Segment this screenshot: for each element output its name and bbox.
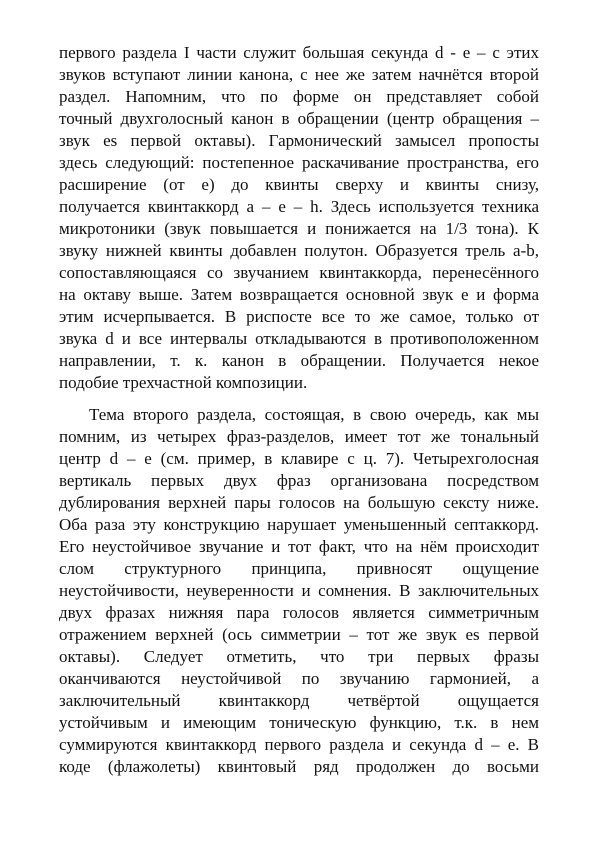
text-line: Тема второго раздела, состоящая, в свою очередь, как мы xyxy=(89,405,539,424)
text-line: звуков вступают линии канона, с нее же затем начнётся второй xyxy=(59,65,539,84)
text-line: первого раздела I части служит большая секунда d - e – с этих xyxy=(59,43,539,62)
text-line: оканчиваются неустойчивой по звучанию гармонией, а xyxy=(59,669,539,688)
text-line: помним, из четырех фраз-разделов, имеет тот же тональный xyxy=(59,427,539,446)
text-line: Его неустойчивое звучание и тот факт, что на нём происходит xyxy=(59,537,539,556)
text-line: здесь следующий: постепенное раскачивание пространства, его xyxy=(59,153,539,172)
text-line: звуку нижней квинты добавлен полутон. Образуется трель a-b, xyxy=(59,241,539,260)
text-line: суммируются квинтаккорд первого раздела и секунда d – e. В xyxy=(59,735,539,754)
text-line: вертикаль первых двух фраз организована посредством xyxy=(59,471,539,490)
text-line: неустойчивости, неуверенности и сомнения. В заключительных xyxy=(59,581,539,600)
document-body xyxy=(59,42,539,778)
text-line: устойчивым и имеющим тоническую функцию, т.к. в нем xyxy=(59,713,539,732)
paragraph-2 xyxy=(59,404,539,778)
text-line: направлении, т. к. канон в обращении. Получается некое xyxy=(59,351,539,370)
text-line: коде (флажолеты) квинтовый ряд продолжен до восьми xyxy=(59,757,539,776)
text-line: отражением верхней (ось симметрии – тот же звук es первой xyxy=(59,625,539,644)
text-line: слом структурного принципа, привносят ощущение xyxy=(59,559,539,578)
text-line: Оба раза эту конструкцию нарушает уменьшенный септаккорд. xyxy=(59,515,539,534)
text-line: звук es первой октавы). Гармонический замысел пропосты xyxy=(59,131,539,150)
text-line: микротоники (звук повышается и понижается на 1/3 тона). К xyxy=(59,219,539,238)
text-line: центр d – e (см. пример, в клавире с ц. 7). Четырехголосная xyxy=(59,449,539,468)
text-line: подобие трехчастной композиции. xyxy=(59,373,308,392)
text-line: дублирования верхней пары голосов на большую сексту ниже. xyxy=(59,493,539,512)
text-line: точный двухголосный канон в обращении (центр обращения – xyxy=(59,109,539,128)
text-line: октавы). Следует отметить, что три первых фразы xyxy=(59,647,539,666)
text-line: этим исчерпывается. В риспосте все то же самое, только от xyxy=(59,307,539,326)
paragraph-1 xyxy=(59,42,539,394)
text-line: на октаву выше. Затем возвращается основной звук e и форма xyxy=(59,285,539,304)
text-line: звука d и все интервалы откладываются в противоположенном xyxy=(59,329,539,348)
text-line: получается квинтаккорд a – e – h. Здесь используется техника xyxy=(59,197,539,216)
text-line: двух фразах нижняя пара голосов является симметричным xyxy=(59,603,539,622)
text-line: заключительный квинтаккорд четвёртой ощущается xyxy=(59,691,539,710)
text-line: раздел. Напомним, что по форме он представляет собой xyxy=(59,87,539,106)
text-line: расширение (от е) до квинты сверху и квинты снизу, xyxy=(59,175,539,194)
text-line: сопоставляющаяся со звучанием квинтаккорда, перенесённого xyxy=(59,263,539,282)
